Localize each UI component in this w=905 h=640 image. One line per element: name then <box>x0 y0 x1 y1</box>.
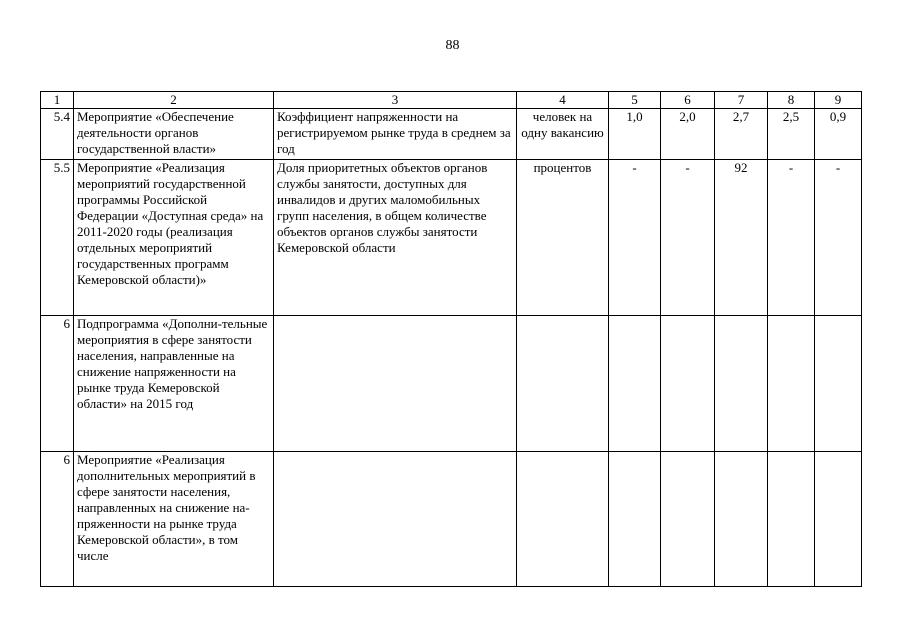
header-cell: 2 <box>74 92 274 109</box>
value-col5 <box>609 452 661 587</box>
value-col8 <box>768 316 815 452</box>
measure-name: Подпрограмма «Дополни-тельные мероприятия в сфере занятости населения, направленные на снижение напряженности на рынке труда Кемеровской области» на 2015 год <box>74 316 274 452</box>
value-col5: - <box>609 160 661 316</box>
value-col8 <box>768 452 815 587</box>
row-number: 5.4 <box>41 109 74 160</box>
table-row <box>41 316 862 452</box>
header-cell: 3 <box>274 92 517 109</box>
indicator-name: Коэффициент напряженности на регистрируемом рынке труда в среднем за год <box>274 109 517 160</box>
indicator-name: Доля приоритетных объектов органов службы занятости, доступных для инвалидов и других маломобильных групп населения, в общем количестве объектов органов службы занятости Кемеровской области <box>274 160 517 316</box>
value-col5 <box>609 316 661 452</box>
header-cell: 8 <box>768 92 815 109</box>
row-number: 5.5 <box>41 160 74 316</box>
header-cell: 6 <box>661 92 715 109</box>
value-col6: 2,0 <box>661 109 715 160</box>
value-col6: - <box>661 160 715 316</box>
measure-name: Мероприятие «Обеспечение деятельности органов государственной власти» <box>74 109 274 160</box>
header-cell: 7 <box>715 92 768 109</box>
unit: человек на одну вакансию <box>517 109 609 160</box>
header-cell: 9 <box>815 92 862 109</box>
table-row <box>41 452 862 587</box>
indicator-name <box>274 316 517 452</box>
value-col7: 2,7 <box>715 109 768 160</box>
indicator-table <box>40 91 862 587</box>
value-col7 <box>715 316 768 452</box>
value-col6 <box>661 316 715 452</box>
value-col5: 1,0 <box>609 109 661 160</box>
unit: процентов <box>517 160 609 316</box>
indicator-name <box>274 452 517 587</box>
row-number: 6 <box>41 316 74 452</box>
header-cell: 1 <box>41 92 74 109</box>
table-row <box>41 160 862 316</box>
header-cell: 4 <box>517 92 609 109</box>
table-row <box>41 109 862 160</box>
value-col9 <box>815 316 862 452</box>
table-header-row <box>41 92 862 109</box>
value-col7: 92 <box>715 160 768 316</box>
header-cell: 5 <box>609 92 661 109</box>
value-col7 <box>715 452 768 587</box>
value-col9: - <box>815 160 862 316</box>
value-col8: - <box>768 160 815 316</box>
measure-name: Мероприятие «Реализация мероприятий государственной программы Российской Федерации «Доступная среда» на 2011-2020 годы (реализация отдельных мероприятий государственных программ Кемеровской области)» <box>74 160 274 316</box>
unit <box>517 316 609 452</box>
value-col9: 0,9 <box>815 109 862 160</box>
value-col6 <box>661 452 715 587</box>
row-number: 6 <box>41 452 74 587</box>
page-number: 88 <box>445 38 460 53</box>
value-col9 <box>815 452 862 587</box>
measure-name: Мероприятие «Реализация дополнительных мероприятий в сфере занятости населения, направленных на снижение на-пряженности на рынке труда Кемеровской области», в том числе <box>74 452 274 587</box>
value-col8: 2,5 <box>768 109 815 160</box>
unit <box>517 452 609 587</box>
